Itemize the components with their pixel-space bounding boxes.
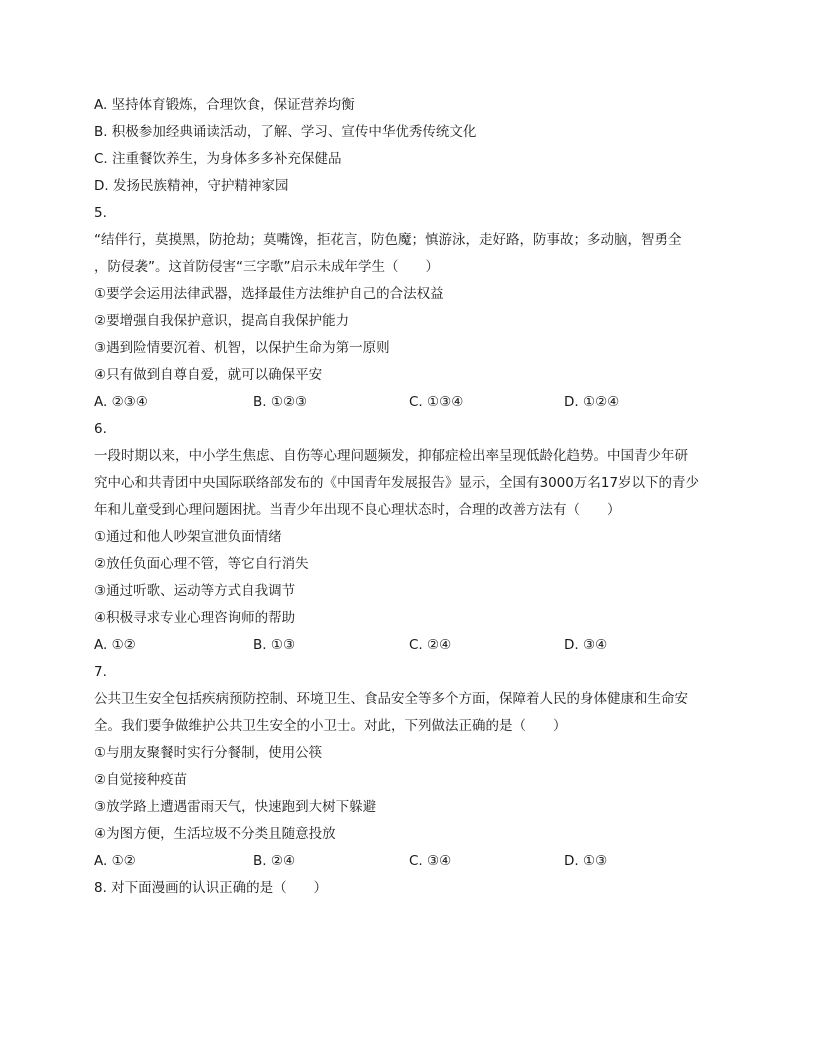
q5-choice-d[interactable]: D. ①②④	[564, 394, 620, 410]
q5-choice-a[interactable]: A. ②③④	[94, 394, 148, 410]
q5-choices	[94, 389, 726, 416]
q7-choice-c[interactable]: C. ③④	[409, 853, 452, 869]
q6-statement-3: ③通过听歌、运动等方式自我调节	[94, 583, 296, 599]
q7-statement-3: ③放学路上遭遇雷雨天气，快速跑到大树下躲避	[94, 799, 377, 815]
q5-stem-line: ，防侵袭”。这首防侵害“三字歌”启示未成年学生（ ）	[94, 259, 439, 275]
q6-statement-4: ④积极寻求专业心理咨询师的帮助	[94, 610, 296, 626]
q6-choice-b[interactable]: B. ①③	[253, 637, 296, 653]
q5-choice-b[interactable]: B. ①②③	[253, 394, 308, 410]
q5-statement-1: ①要学会运用法律武器，选择最佳方法维护自己的合法权益	[94, 286, 444, 302]
q8-stem: 8. 对下面漫画的认识正确的是（ ）	[94, 880, 328, 896]
q7-number: 7.	[94, 664, 107, 680]
q7-choice-d[interactable]: D. ①③	[564, 853, 608, 869]
q5-number: 5.	[94, 205, 107, 221]
q7-statement-1: ①与朋友聚餐时实行分餐制，使用公筷	[94, 745, 323, 761]
q7-choice-b[interactable]: B. ②④	[253, 853, 296, 869]
q6-number: 6.	[94, 421, 107, 437]
q6-statement-1: ①通过和他人吵架宣泄负面情绪	[94, 529, 282, 545]
q6-choice-c[interactable]: C. ②④	[409, 637, 452, 653]
q7-stem-line: 全。我们要争做维护公共卫生安全的小卫士。对此，下列做法正确的是（ ）	[94, 718, 567, 734]
q7-choice-a[interactable]: A. ①②	[94, 853, 136, 869]
q5-choice-c[interactable]: C. ①③④	[409, 394, 464, 410]
question-6	[94, 416, 726, 659]
exam-page	[94, 92, 726, 902]
question-8	[94, 875, 726, 902]
q6-stem-line: 究中心和共青团中央国际联络部发布的《中国青年发展报告》显示，全国有3000万名17岁以下的青少	[94, 475, 700, 491]
q7-statement-4: ④为图方便，生活垃圾不分类且随意投放	[94, 826, 336, 842]
q4-option-b: B. 积极参加经典诵读活动，了解、学习、宣传中华优秀传统文化	[94, 124, 477, 140]
q6-stem-line: 一段时期以来，中小学生焦虑、自伤等心理问题频发，抑郁症检出率呈现低龄化趋势。中国青少年研	[94, 448, 688, 464]
question-7	[94, 659, 726, 875]
q6-statement-2: ②放任负面心理不管，等它自行消失	[94, 556, 309, 572]
q4-option-d: D. 发扬民族精神，守护精神家园	[94, 178, 289, 194]
q6-choice-a[interactable]: A. ①②	[94, 637, 136, 653]
q5-stem-line: “结伴行，莫摸黑，防抢劫；莫嘴馋，拒花言，防色魔；慎游泳，走好路，防事故；多动脑，智勇全	[94, 232, 682, 248]
q7-stem-line: 公共卫生安全包括疾病预防控制、环境卫生、食品安全等多个方面，保障着人民的身体健康和生命安	[94, 691, 688, 707]
q7-statement-2: ②自觉接种疫苗	[94, 772, 188, 788]
q6-choice-d[interactable]: D. ③④	[564, 637, 608, 653]
q5-statement-2: ②要增强自我保护意识，提高自我保护能力	[94, 313, 350, 329]
q4-option-c: C. 注重餐饮养生，为身体多多补充保健品	[94, 151, 342, 167]
q4-option-a: A. 坚持体育锻炼，合理饮食，保证营养均衡	[94, 97, 355, 113]
q6-choices	[94, 632, 726, 659]
q6-stem-line: 年和儿童受到心理问题困扰。当青少年出现不良心理状态时，合理的改善方法有（ ）	[94, 502, 621, 518]
q4-options	[94, 92, 726, 200]
q7-choices	[94, 848, 726, 875]
q5-statement-3: ③遇到险情要沉着、机智，以保护生命为第一原则	[94, 340, 390, 356]
q5-statement-4: ④只有做到自尊自爱，就可以确保平安	[94, 367, 323, 383]
question-5	[94, 200, 726, 416]
